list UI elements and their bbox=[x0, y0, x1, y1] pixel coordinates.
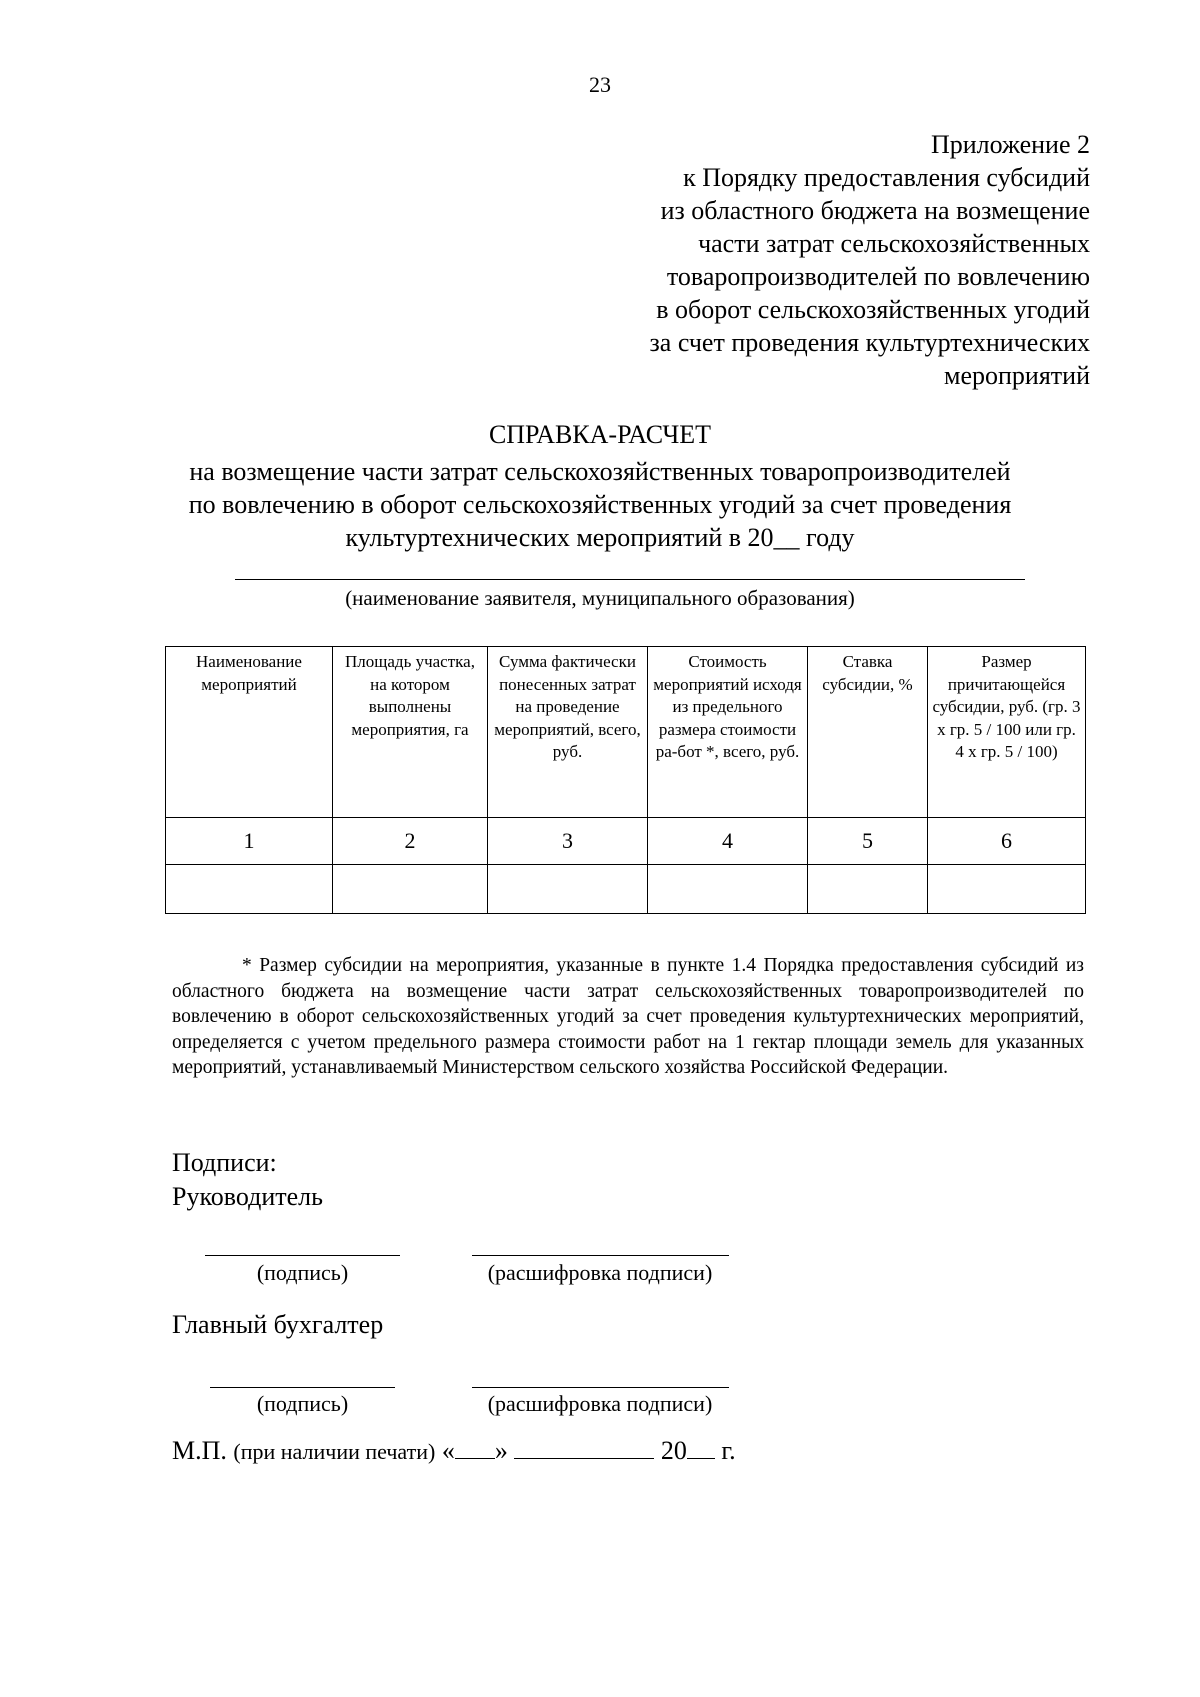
column-number-cell: 6 bbox=[928, 818, 1086, 865]
head-decoding-caption: (расшифровка подписи) bbox=[487, 1260, 713, 1285]
year-prefix: 20 bbox=[660, 1436, 687, 1465]
open-quote: « bbox=[441, 1436, 455, 1465]
head-signature-line bbox=[205, 1255, 400, 1256]
column-number-cell: 5 bbox=[808, 818, 928, 865]
appendix-line: товаропроизводителей по вовлечению bbox=[666, 262, 1090, 291]
table-cell bbox=[166, 865, 333, 914]
document-subtitle bbox=[0, 455, 1200, 554]
table-row bbox=[166, 865, 1086, 914]
appendix-line: мероприятий bbox=[944, 361, 1090, 390]
accountant-decoding-line bbox=[472, 1387, 729, 1388]
table-header-cell: Размер причитающейся субсидии, руб. (гр. 3 x гр. 5 / 100 или гр. 4 x гр. 5 / 100) bbox=[928, 647, 1086, 818]
table-cell bbox=[488, 865, 648, 914]
document-title: СПРАВКА-РАСЧЕТ bbox=[488, 420, 712, 449]
close-quote: » bbox=[494, 1436, 508, 1465]
subtitle-line: по вовлечению в оборот сельскохозяйственных угодий за счет проведения bbox=[188, 490, 1012, 519]
column-number-cell: 1 bbox=[166, 818, 333, 865]
table-cell bbox=[333, 865, 488, 914]
column-number-cell: 3 bbox=[488, 818, 648, 865]
applicant-fill-line bbox=[235, 579, 1025, 580]
accountant-signature-caption: (подпись) bbox=[256, 1391, 349, 1416]
accountant-signature-line bbox=[210, 1387, 395, 1388]
appendix-line: из областного бюджета на возмещение bbox=[660, 196, 1090, 225]
table-cell bbox=[928, 865, 1086, 914]
appendix-block bbox=[650, 128, 1090, 392]
table-header-cell: Стоимость мероприятий исходя из предельного размера стоимости ра-бот *, всего, руб. bbox=[648, 647, 808, 818]
table-column-number-row bbox=[166, 818, 1086, 865]
year-suffix: г. bbox=[721, 1436, 736, 1465]
subtitle-line: культуртехнических мероприятий в 20__ году bbox=[345, 523, 855, 552]
table-header-cell: Ставка субсидии, % bbox=[808, 647, 928, 818]
stamp-note: (при наличии печати) bbox=[233, 1439, 436, 1464]
accountant-label: Главный бухгалтер bbox=[172, 1310, 384, 1339]
table-header-cell: Площадь участка, на котором выполнены мероприятия, га bbox=[333, 647, 488, 818]
table-header-cell: Наименование мероприятий bbox=[166, 647, 333, 818]
month-blank bbox=[514, 1457, 654, 1459]
year-blank bbox=[687, 1457, 715, 1459]
head-decoding-line bbox=[472, 1255, 729, 1256]
appendix-line: в оборот сельскохозяйственных угодий bbox=[656, 295, 1090, 324]
appendix-line: к Порядку предоставления субсидий bbox=[683, 163, 1090, 192]
applicant-caption: (наименование заявителя, муниципального образования) bbox=[345, 586, 855, 610]
day-blank bbox=[455, 1457, 495, 1459]
column-number-cell: 2 bbox=[333, 818, 488, 865]
page-number: 23 bbox=[589, 72, 611, 97]
signatures-heading: Подписи: bbox=[172, 1148, 277, 1177]
head-label: Руководитель bbox=[172, 1182, 323, 1211]
stamp-mp: М.П. bbox=[172, 1436, 227, 1465]
calculation-table bbox=[165, 646, 1086, 914]
table-cell bbox=[808, 865, 928, 914]
footnote: * Размер субсидии на мероприятия, указанные в пункте 1.4 Порядка предоставления субсидий из областного бюджета на возмещение части затрат сельскохозяйственных товаропроизводителей по вовлечению в оборот сельскохозяйственных угодий за счет проведения культуртехнических мероприятий, определяется с учетом предельного размера стоимости работ на 1 гектар площади земель для указанных мероприятий, устанавливаемый Министерством сельского хозяйства Российской Федерации. bbox=[172, 955, 1084, 1078]
appendix-line: части затрат сельскохозяйственных bbox=[698, 229, 1090, 258]
head-signature-caption: (подпись) bbox=[256, 1260, 349, 1285]
column-number-cell: 4 bbox=[648, 818, 808, 865]
stamp-date-line bbox=[172, 1436, 736, 1466]
appendix-line: Приложение 2 bbox=[930, 130, 1090, 159]
table-header-row bbox=[166, 647, 1086, 818]
accountant-decoding-caption: (расшифровка подписи) bbox=[487, 1391, 713, 1416]
table-header-cell: Сумма фактически понесенных затрат на проведение мероприятий, всего, руб. bbox=[488, 647, 648, 818]
table-cell bbox=[648, 865, 808, 914]
subtitle-line: на возмещение части затрат сельскохозяйственных товаропроизводителей bbox=[189, 457, 1011, 486]
appendix-line: за счет проведения культуртехнических bbox=[649, 328, 1090, 357]
